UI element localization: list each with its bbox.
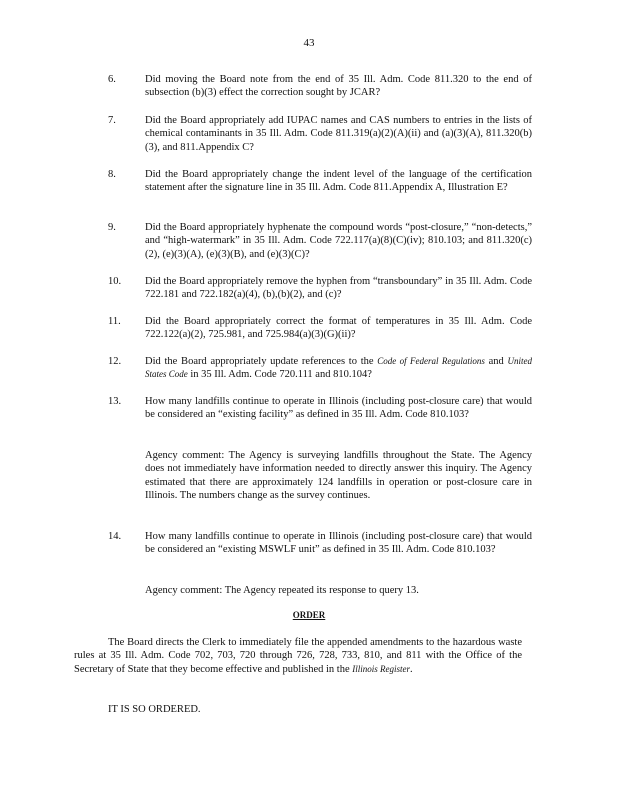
question-number: 9. [108, 222, 116, 233]
question-number: 6. [108, 74, 116, 85]
question-number: 11. [108, 316, 121, 327]
question-number: 13. [108, 396, 122, 407]
order-text-end: . [410, 663, 413, 675]
page-number: 43 [303, 37, 315, 49]
cfr-title: Code of Federal Regulations [377, 356, 485, 366]
question-text-part: Did the Board appropriately update references to the [145, 356, 378, 367]
agency-comment: Agency comment: The Agency is surveying landfills throughout the State. The Agency does not immediately have information needed to directly answer this inquiry. The Agency estimated that there are approximately 124 landfills in operation or post-closure care in Illinois. The numbers change as the survey continues. [145, 450, 532, 502]
illinois-register-title: Illinois Register [352, 663, 410, 674]
question-number: 8. [108, 169, 116, 180]
question-text: Did the Board appropriately add IUPAC names and CAS numbers to entries in the lists of chemical contaminants in 35 Ill. Adm. Code 811.319(a)(2)(A)(ii) and (a)(3)(A), 811.320(b)(3), and 811.Appendix C? [145, 115, 532, 153]
question-text: Did the Board appropriately change the indent level of the language of the certification statement after the signature line in 35 Ill. Adm. Code 811.Appendix A, Illustration E? [145, 169, 532, 194]
question-text: How many landfills continue to operate in Illinois (including post-closure care) that would be considered an “existing facility” as defined in 35 Ill. Adm. Code 810.103? [145, 396, 532, 421]
question-text-part: in 35 Ill. Adm. Code 720.111 and 810.104? [187, 369, 372, 381]
order-heading: ORDER [292, 610, 326, 620]
question-number: 12. [108, 356, 122, 367]
question-text [145, 355, 532, 382]
closing-statement: IT IS SO ORDERED. [108, 704, 201, 715]
order-paragraph [74, 636, 522, 676]
question-text: Did moving the Board note from the end of 35 Ill. Adm. Code 811.320 to the end of subsection (b)(3) effect the correction sought by JCAR? [145, 74, 532, 99]
question-text: Did the Board appropriately correct the format of temperatures in 35 Ill. Adm. Code 722.122(a)(2), 725.981, and 725.984(a)(3)(G)(ii)? [145, 316, 532, 341]
usc-title: United States Code [145, 356, 533, 380]
question-text: How many landfills continue to operate in Illinois (including post-closure care) that would be considered an “existing MSWLF unit” as defined in 35 Ill. Adm. Code 810.103? [145, 531, 532, 556]
agency-comment: Agency comment: The Agency repeated its response to query 13. [145, 585, 419, 596]
question-text: Did the Board appropriately hyphenate the compound words “post-closure,” “non-detects,” and “high-watermark” in 35 Ill. Adm. Code 722.117(a)(8)(C)(iv); 810.103; and 811.320(c)(2), (e)(3)(A), (e)(3)(B), and (e)(3)(C)? [145, 222, 532, 260]
question-text-part: and [484, 356, 508, 367]
order-text: The Board directs the Clerk to immediately file the appended amendments to the hazardous waste rules at 35 Ill. Adm. Code 702, 703, 720 through 726, 728, 733, 810, and 811 with the Office of the Secretary of State that they become effective and published in the [74, 637, 522, 675]
question-number: 7. [108, 115, 116, 126]
question-number: 10. [108, 276, 122, 287]
question-number: 14. [108, 531, 122, 542]
question-text: Did the Board appropriately remove the hyphen from “transboundary” in 35 Ill. Adm. Code 722.181 and 722.182(a)(4), (b),(b)(2), and (c)? [145, 276, 532, 301]
